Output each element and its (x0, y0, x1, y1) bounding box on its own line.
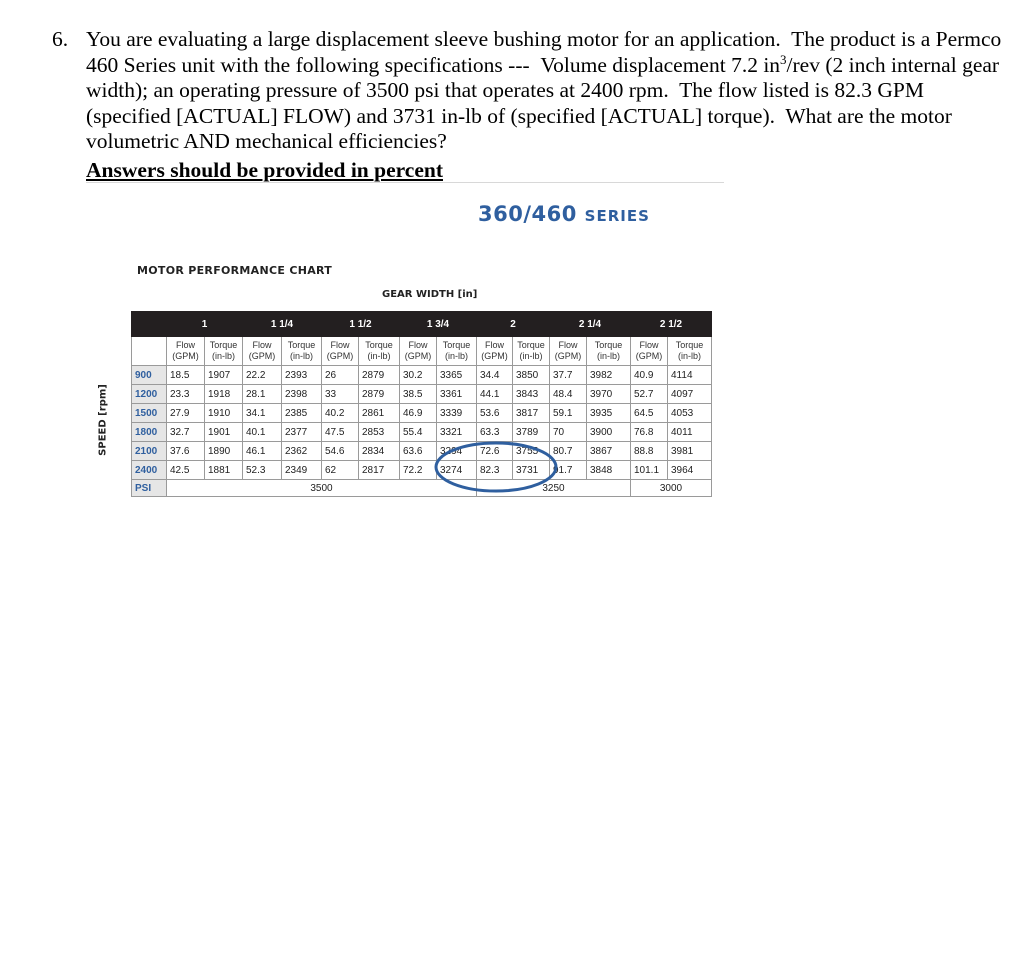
flow-cell: 52.7 (631, 385, 668, 404)
flow-cell: 34.1 (243, 404, 282, 423)
gear-width-header-row (132, 312, 712, 337)
series-title (478, 202, 650, 226)
flow-cell: 82.3 (477, 461, 513, 480)
unit-header (322, 337, 359, 366)
flow-cell: 70 (550, 423, 587, 442)
torque-cell: 2834 (359, 442, 400, 461)
unit-header-label: Torque (594, 340, 623, 350)
unit-header-row (132, 337, 712, 366)
torque-cell: 3755 (513, 442, 550, 461)
unit-header (550, 337, 587, 366)
flow-cell: 80.7 (550, 442, 587, 461)
psi-row (132, 480, 712, 497)
torque-cell: 2398 (282, 385, 322, 404)
torque-cell: 1901 (205, 423, 243, 442)
torque-cell: 2853 (359, 423, 400, 442)
flow-cell: 30.2 (400, 366, 437, 385)
unit-header-label: Flow (252, 340, 272, 350)
unit-header (477, 337, 513, 366)
gear-width-header: 1 (167, 312, 243, 337)
gear-width-header: 1 1/4 (243, 312, 322, 337)
torque-cell: 3935 (587, 404, 631, 423)
flow-cell: 72.6 (477, 442, 513, 461)
torque-cell: 3365 (437, 366, 477, 385)
torque-cell: 3867 (587, 442, 631, 461)
unit-header-unit: (in-lb) (444, 351, 468, 361)
flow-cell: 46.9 (400, 404, 437, 423)
unit-header-unit: (in-lb) (289, 351, 313, 361)
torque-cell: 3817 (513, 404, 550, 423)
torque-cell: 1907 (205, 366, 243, 385)
gear-width-header: 2 1/4 (550, 312, 631, 337)
torque-cell: 4114 (668, 366, 712, 385)
flow-cell: 33 (322, 385, 359, 404)
flow-cell: 62 (322, 461, 359, 480)
torque-cell: 2817 (359, 461, 400, 480)
chart-title: MOTOR PERFORMANCE CHART (137, 264, 333, 277)
flow-cell: 52.3 (243, 461, 282, 480)
unit-header (400, 337, 437, 366)
torque-cell: 4053 (668, 404, 712, 423)
flow-cell: 53.6 (477, 404, 513, 423)
flow-cell: 55.4 (400, 423, 437, 442)
torque-cell: 3361 (437, 385, 477, 404)
motor-performance-table (131, 311, 712, 497)
unit-header-unit: (in-lb) (367, 351, 391, 361)
torque-cell: 2362 (282, 442, 322, 461)
torque-cell: 3274 (437, 461, 477, 480)
torque-cell: 2377 (282, 423, 322, 442)
torque-cell: 3848 (587, 461, 631, 480)
unit-header-label: Flow (484, 340, 504, 350)
header-corner (132, 312, 167, 337)
unit-header-label: Flow (408, 340, 428, 350)
flow-cell: 63.6 (400, 442, 437, 461)
torque-cell: 3843 (513, 385, 550, 404)
gear-width-label: GEAR WIDTH [in] (382, 289, 478, 300)
table-row (132, 385, 712, 404)
unit-header-label: Torque (517, 340, 545, 350)
table-row (132, 461, 712, 480)
unit-header (167, 337, 205, 366)
torque-cell: 3900 (587, 423, 631, 442)
psi-value: 3250 (477, 480, 631, 497)
unit-header-unit: (in-lb) (596, 351, 620, 361)
psi-value: 3500 (167, 480, 477, 497)
unit-header (205, 337, 243, 366)
torque-cell: 3731 (513, 461, 550, 480)
torque-cell: 2385 (282, 404, 322, 423)
question-block (52, 27, 1012, 155)
torque-cell: 1918 (205, 385, 243, 404)
speed-cell: 1800 (132, 423, 167, 442)
torque-cell: 2861 (359, 404, 400, 423)
flow-cell: 42.5 (167, 461, 205, 480)
torque-cell: 3982 (587, 366, 631, 385)
flow-cell: 72.2 (400, 461, 437, 480)
torque-cell: 3850 (513, 366, 550, 385)
unit-header (282, 337, 322, 366)
flow-cell: 26 (322, 366, 359, 385)
torque-cell: 1910 (205, 404, 243, 423)
unit-header-label: Flow (330, 340, 350, 350)
speed-cell: 2400 (132, 461, 167, 480)
torque-cell: 2393 (282, 366, 322, 385)
flow-cell: 44.1 (477, 385, 513, 404)
flow-cell: 37.6 (167, 442, 205, 461)
unit-header (587, 337, 631, 366)
torque-cell: 3339 (437, 404, 477, 423)
flow-cell: 32.7 (167, 423, 205, 442)
flow-cell: 64.5 (631, 404, 668, 423)
torque-cell: 3964 (668, 461, 712, 480)
flow-cell: 37.7 (550, 366, 587, 385)
unit-header-label: Torque (365, 340, 393, 350)
divider (86, 182, 724, 183)
unit-header (631, 337, 668, 366)
flow-cell: 27.9 (167, 404, 205, 423)
torque-cell: 3321 (437, 423, 477, 442)
unit-header (437, 337, 477, 366)
psi-label: PSI (132, 480, 167, 497)
psi-value: 3000 (631, 480, 712, 497)
speed-axis-label: SPEED [rpm] (97, 384, 109, 456)
unit-header (513, 337, 550, 366)
torque-cell: 4011 (668, 423, 712, 442)
speed-cell: 1200 (132, 385, 167, 404)
flow-cell: 28.1 (243, 385, 282, 404)
gear-width-header: 1 1/2 (322, 312, 400, 337)
flow-cell: 40.2 (322, 404, 359, 423)
unit-header (359, 337, 400, 366)
torque-cell: 2879 (359, 366, 400, 385)
unit-header-unit: (GPM) (172, 351, 199, 361)
speed-cell: 1500 (132, 404, 167, 423)
torque-cell: 3970 (587, 385, 631, 404)
flow-cell: 40.9 (631, 366, 668, 385)
unit-header-unit: (in-lb) (677, 351, 701, 361)
unit-header-label: Torque (287, 340, 316, 350)
flow-cell: 46.1 (243, 442, 282, 461)
flow-cell: 22.2 (243, 366, 282, 385)
unit-header (243, 337, 282, 366)
torque-cell: 1881 (205, 461, 243, 480)
series-title-suffix: SERIES (584, 207, 650, 225)
torque-cell: 2879 (359, 385, 400, 404)
unit-header-label: Flow (639, 340, 659, 350)
flow-cell: 88.8 (631, 442, 668, 461)
torque-cell: 3789 (513, 423, 550, 442)
torque-cell: 3294 (437, 442, 477, 461)
torque-cell: 4097 (668, 385, 712, 404)
unit-header-unit: (GPM) (404, 351, 432, 361)
question-number: 6. (52, 27, 69, 51)
flow-cell: 101.1 (631, 461, 668, 480)
answers-note: Answers should be provided in percent (86, 158, 443, 182)
series-title-main: 360/460 (478, 202, 577, 226)
speed-cell: 2100 (132, 442, 167, 461)
unit-header-unit: (GPM) (326, 351, 354, 361)
table-row (132, 442, 712, 461)
unit-header-label: Torque (675, 340, 704, 350)
flow-cell: 91.7 (550, 461, 587, 480)
table-row (132, 404, 712, 423)
flow-cell: 47.5 (322, 423, 359, 442)
unit-header-unit: (GPM) (554, 351, 582, 361)
flow-cell: 23.3 (167, 385, 205, 404)
flow-cell: 59.1 (550, 404, 587, 423)
unit-header-unit: (GPM) (481, 351, 508, 361)
table-row (132, 366, 712, 385)
flow-cell: 48.4 (550, 385, 587, 404)
flow-cell: 63.3 (477, 423, 513, 442)
unit-header-label: Torque (209, 340, 238, 350)
speed-cell: 900 (132, 366, 167, 385)
unit-header (668, 337, 712, 366)
unit-header-unit: (in-lb) (211, 351, 235, 361)
flow-cell: 38.5 (400, 385, 437, 404)
flow-cell: 34.4 (477, 366, 513, 385)
unit-header-unit: (in-lb) (519, 351, 543, 361)
flow-cell: 54.6 (322, 442, 359, 461)
flow-cell: 76.8 (631, 423, 668, 442)
gear-width-header: 1 3/4 (400, 312, 477, 337)
torque-cell: 2349 (282, 461, 322, 480)
unit-header-corner (132, 337, 167, 366)
flow-cell: 18.5 (167, 366, 205, 385)
question-text: You are evaluating a large displacement sleeve bushing motor for an application. The product is a Permco 460 Series unit with the following specifications --- Volume displacement 7.2 $in^3$/rev (2 inch internal gear width); an operating pressure of 3500 psi that operates at 2400 rpm. The flow listed is 82.3 GPM (specified [ACTUAL] FLOW) and 3731 in-lb of (specified [ACTUAL] torque). What are the motor volumetric AND mechanical efficiencies? (86, 27, 1002, 154)
flow-cell: 40.1 (243, 423, 282, 442)
gear-width-header: 2 (477, 312, 550, 337)
torque-cell: 3981 (668, 442, 712, 461)
unit-header-unit: (GPM) (635, 351, 663, 361)
unit-header-label: Flow (558, 340, 578, 350)
table-row (132, 423, 712, 442)
unit-header-unit: (GPM) (248, 351, 276, 361)
unit-header-label: Torque (442, 340, 471, 350)
gear-width-header: 2 1/2 (631, 312, 712, 337)
unit-header-label: Flow (175, 340, 195, 350)
torque-cell: 1890 (205, 442, 243, 461)
